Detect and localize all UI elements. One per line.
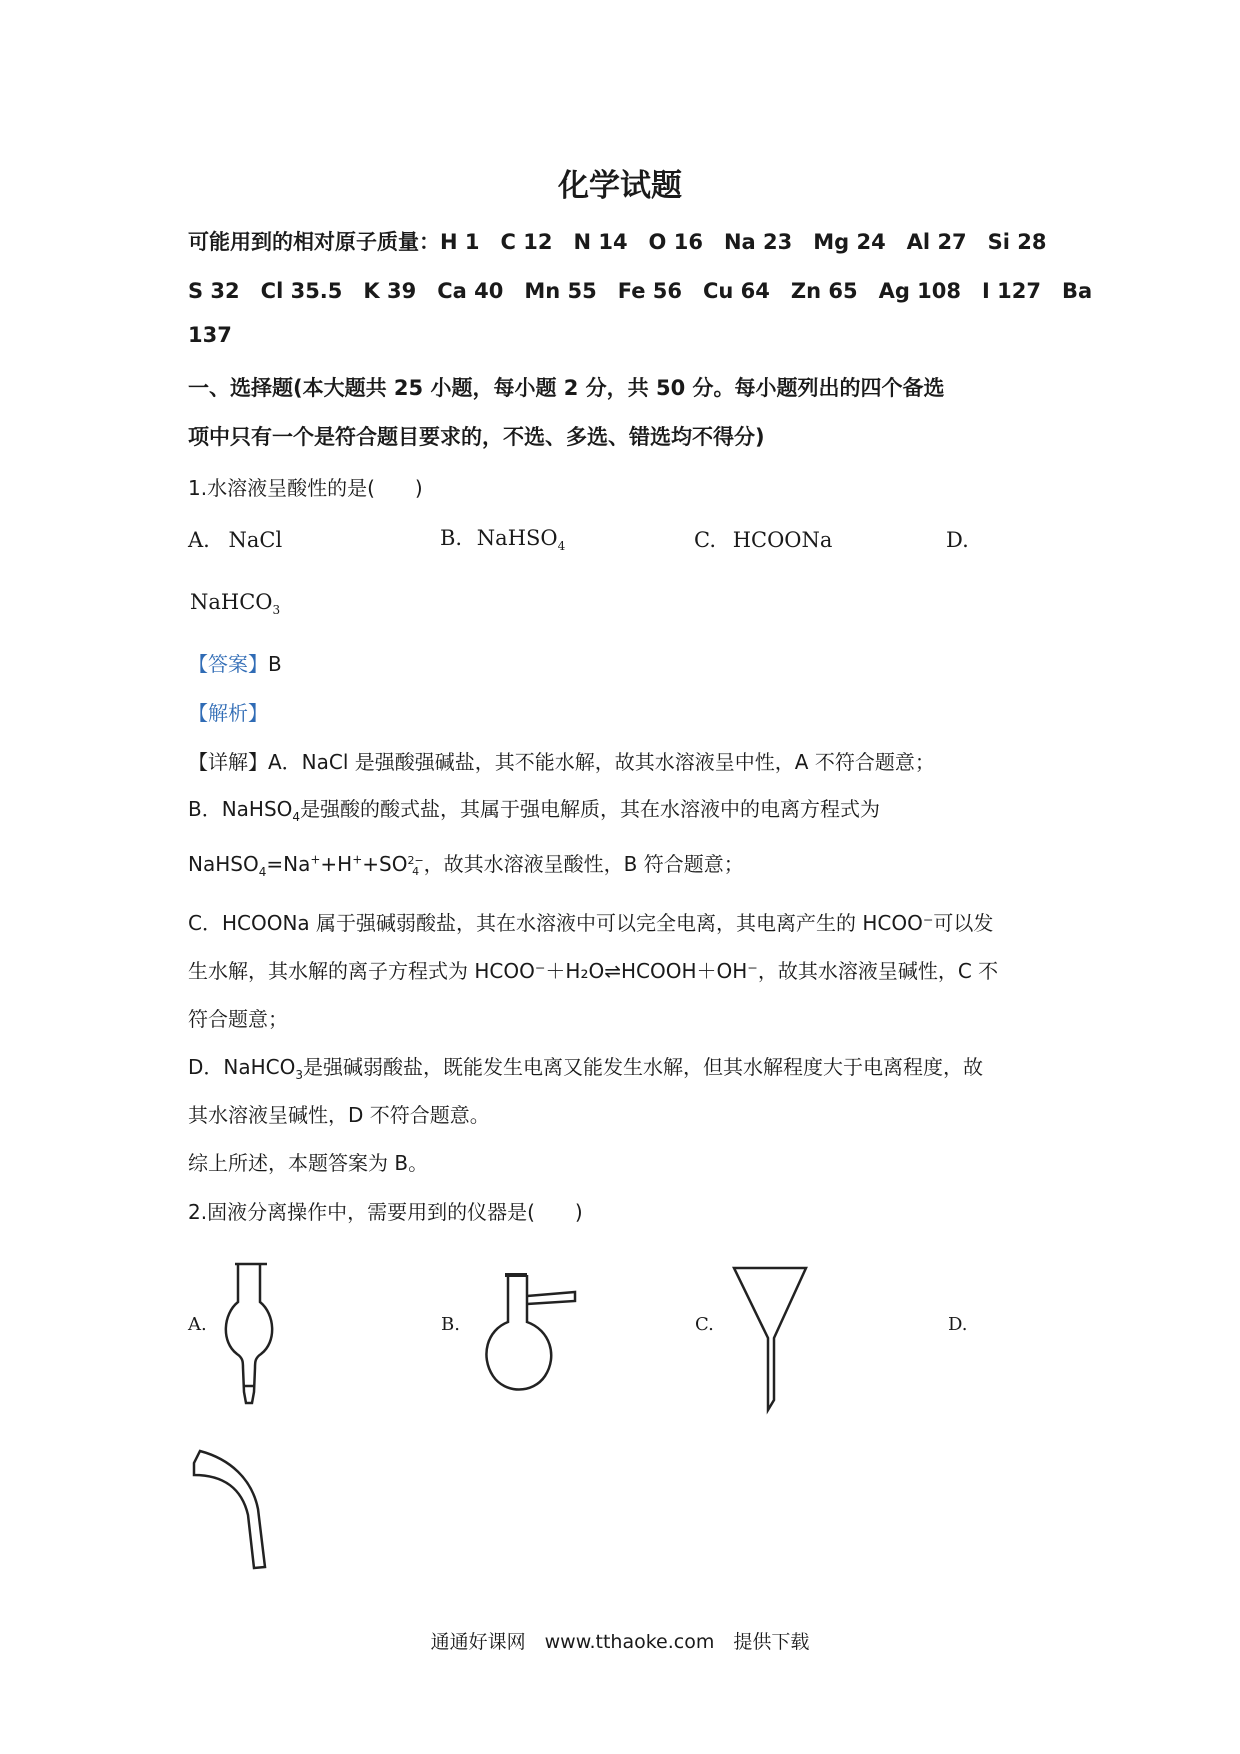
detail-b2-mid3: +SO — [362, 852, 408, 876]
answer-tag: 【答案】 — [188, 652, 268, 676]
atomic-masses-line-2: S 32 Cl 35.5 K 39 Ca 40 Mn 55 Fe 56 Cu 64 Zn 65 Ag 108 I 127 Ba — [188, 279, 1093, 303]
detail-c-line-2: 生水解，其水解的离子方程式为 HCOO⁻＋H₂O⇌HCOOH＋OH⁻，故其水溶液呈碱性，C 不 — [188, 959, 999, 983]
sulfate-charge: 2− — [407, 853, 424, 867]
q1-option-c-formula: HCOONa — [732, 528, 833, 552]
detail-b2-mid2: +H — [320, 852, 353, 876]
q1-option-d-label: D. — [946, 528, 969, 552]
detail-b1-sub: 4 — [292, 810, 301, 824]
detail-b2-post: ，故其水溶液呈酸性，B 符合题意； — [423, 852, 744, 876]
q1-option-d-formula-text: NaHCO — [190, 590, 273, 614]
q1-option-a — [188, 528, 282, 552]
distillation-flask-icon — [475, 1270, 585, 1400]
detail-b-line-2 — [188, 848, 744, 879]
detail-b2-sub: 4 — [258, 865, 267, 879]
q1-option-b — [440, 526, 565, 553]
q2-option-c-label: C. — [695, 1314, 714, 1335]
q1-option-b-formula: NaHSO — [476, 526, 558, 550]
pear-flask-icon — [215, 1258, 285, 1413]
detail-b2-sup1: + — [310, 852, 321, 867]
detail-b1-pre: B．NaHSO — [188, 797, 293, 821]
footer-text: 通通好课网 www.tthaoke.com 提供下载 — [430, 1631, 810, 1653]
q1-option-a-label: A. — [188, 528, 210, 552]
q1-option-a-formula: NaCl — [228, 528, 283, 552]
analysis-tag: 【解析】 — [188, 701, 268, 725]
q1-option-b-label: B. — [440, 526, 463, 550]
answer-value: B — [268, 652, 282, 676]
summary: 综上所述，本题答案为 B。 — [188, 1151, 429, 1175]
detail-d1-pre: D．NaHCO — [188, 1055, 296, 1079]
bent-tube-icon — [190, 1445, 280, 1580]
detail-b-line-1 — [188, 793, 880, 824]
q1-answer — [188, 648, 282, 677]
q1-option-c-label: C. — [694, 528, 716, 552]
q2-option-d-label: D. — [948, 1314, 968, 1335]
detail-c-line-1: C．HCOONa 属于强碱弱酸盐，其在水溶液中可以完全电离，其电离产生的 HCOO⁻可以发 — [188, 911, 994, 935]
detail-d1-sub: 3 — [295, 1068, 304, 1082]
detail-c-line-3: 符合题意； — [188, 1007, 288, 1031]
atomic-masses-line-3: 137 — [188, 323, 232, 347]
q1-option-d-formula — [190, 590, 280, 617]
detail-b2-sup2: + — [352, 852, 363, 867]
page-title: 化学试题 — [558, 168, 682, 204]
detail-b1-post: 是强酸的酸式盐，其属于强电解质，其在水溶液中的电离方程式为 — [300, 797, 881, 821]
section-heading-line-1: 一、选择题(本大题共 25 小题，每小题 2 分，共 50 分。每小题列出的四个备选 — [188, 376, 945, 400]
detail-b2-pre: NaHSO — [188, 852, 259, 876]
section-heading-line-2: 项中只有一个是符合题目要求的，不选、多选、错选均不得分) — [188, 425, 765, 449]
atomic-masses-line-1: 可能用到的相对原子质量：H 1 C 12 N 14 O 16 Na 23 Mg 24 Al 27 Si 28 — [188, 230, 1047, 254]
detail-b2-mid: =Na — [266, 852, 311, 876]
q1-option-b-subscript: 4 — [557, 539, 566, 554]
funnel-icon — [730, 1262, 810, 1417]
q2-option-b-label: B. — [441, 1314, 460, 1335]
q2-stem: 2.固液分离操作中，需要用到的仪器是( ) — [188, 1200, 583, 1224]
sulfate-charge-stack — [407, 855, 423, 877]
detail-d1-post: 是强碱弱酸盐，既能发生电离又能发生水解，但其水解程度大于电离程度，故 — [303, 1055, 984, 1079]
q1-stem: 1.水溶液呈酸性的是( ) — [188, 476, 423, 500]
detail-d-line-1 — [188, 1051, 983, 1082]
q1-option-c — [694, 528, 832, 552]
sulfate-index: 4 — [412, 864, 420, 878]
detail-a: 【详解】A．NaCl 是强酸强碱盐，其不能水解，故其水溶液呈中性，A 不符合题意； — [188, 750, 935, 774]
q2-option-a-label: A. — [188, 1314, 207, 1335]
q1-option-d-subscript: 3 — [272, 603, 281, 618]
detail-d-line-2: 其水溶液呈碱性，D 不符合题意。 — [188, 1103, 490, 1127]
